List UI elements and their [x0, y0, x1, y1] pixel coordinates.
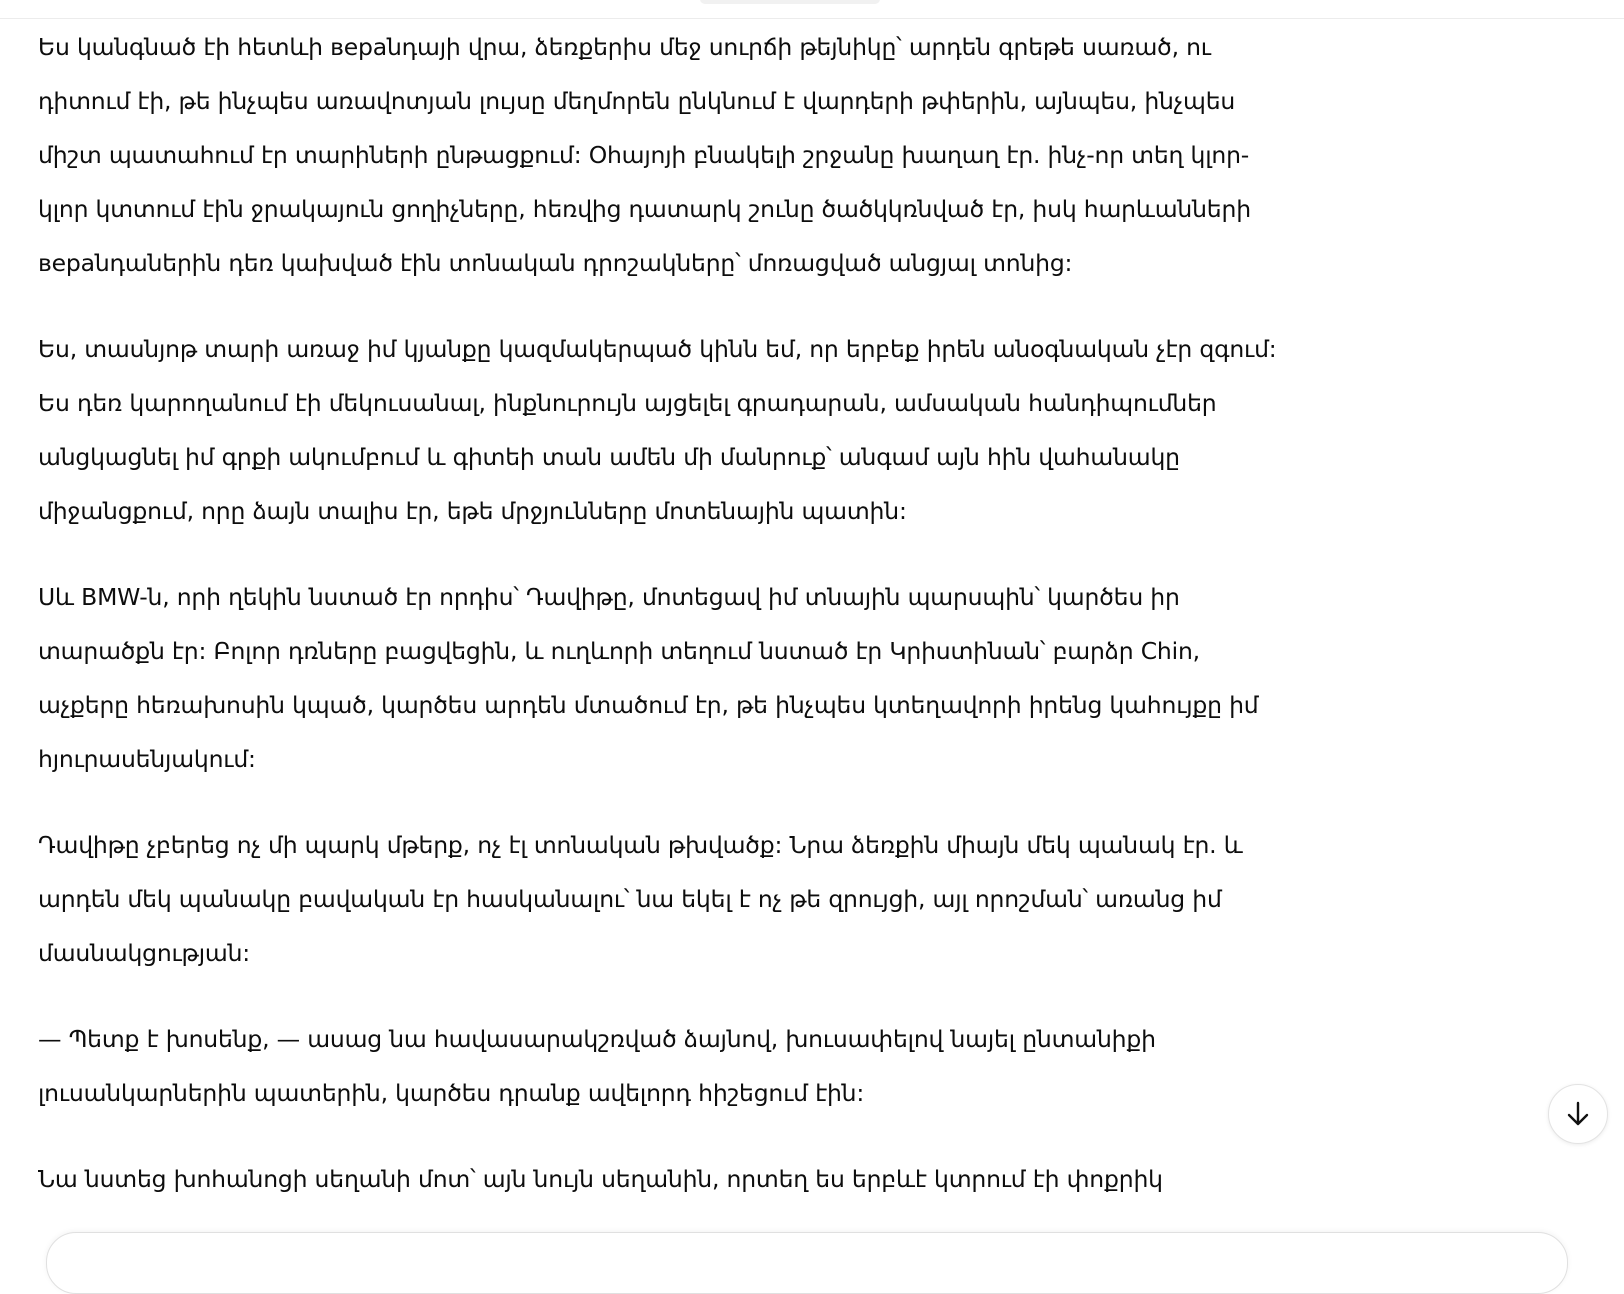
text-line: տարածքն էր: Բոլոր դռները բացվեցին, և ուղևորի տեղում նստած էր Կրիստինան՝ բարձր Chin,	[38, 637, 1200, 665]
text-line: դիտում էի, թե ինչպես առավոտյան լույսը մեղմորեն ընկնում է վարդերի թփերին, այնպես, ինչպես	[38, 87, 1236, 115]
text-line: Ես դեռ կարողանում էի մեկուսանալ, ինքնուրույն այցելել գրադարան, ամսական հանդիպումներ	[38, 389, 1217, 417]
paragraph	[38, 322, 1578, 538]
text-line: միջանցքում, որը ձայն տալիս էր, եթե մրջյունները մոտենային պատին:	[38, 497, 907, 525]
text-line: մասնակցության:	[38, 939, 250, 967]
top-bar	[0, 0, 1624, 19]
message-composer[interactable]	[46, 1232, 1568, 1294]
paragraph	[38, 570, 1578, 786]
text-line: Նա նստեց խոհանոցի սեղանի մոտ՝ այն նույն սեղանին, որտեղ ես երբևէ կտրում էի փոքրիկ	[38, 1165, 1163, 1193]
text-line: Սև BMW-ն, որի ղեկին նստած էր որդիս՝ Դավիթը, մոտեցավ իմ տնային պարսպին՝ կարծես իր	[38, 583, 1180, 611]
paragraph	[38, 20, 1578, 290]
text-line: հյուրասենյակում:	[38, 745, 256, 773]
text-line: Ես կանգնած էի հետևի вераնդայի վրա, ձեռքերիս մեջ սուրճի թեյնիկը՝ արդեն գրեթե սառած, ու	[38, 33, 1211, 61]
text-line: միշտ պատահում էր տարիների ընթացքում: Օհայոյի բնակելի շրջանը խաղաղ էր. ինչ-որ տեղ կլոր-	[38, 141, 1250, 169]
paragraph	[38, 1152, 1578, 1206]
paragraph	[38, 1012, 1578, 1120]
paragraph	[38, 818, 1578, 980]
text-line: անցկացնել իմ գրքի ակումբում և գիտեի տան ամեն մի մանրուք՝ անգամ այն հին վահանակը	[38, 443, 1180, 471]
text-line: կլոր կտտում էին ջրակայուն ցողիչները, հեռվից դատարկ շունը ծածկկռնված էր, իսկ հարևանների	[38, 195, 1251, 223]
scroll-to-bottom-button[interactable]	[1548, 1084, 1608, 1144]
text-line: вераնդաներին դեռ կախված էին տոնական դրոշակները՝ մոռացված անցյալ տոնից:	[38, 249, 1073, 277]
text-line: — Պետք է խոսենք, — ասաց նա հավասարակշռված ձայնով, խուսափելով նայել ընտանիքի	[38, 1025, 1156, 1053]
text-line: աչքերը հեռախոսին կպած, կարծես արդեն մտածում էր, թե ինչպես կտեղավորի իրենց կահույքը իմ	[38, 691, 1259, 719]
text-line: լուսանկարներին պատերին, կարծես դրանք ավելորդ հիշեցում էին:	[38, 1079, 865, 1107]
text-line: արդեն մեկ պանակը բավական էր հասկանալու՝ նա եկել է ոչ թե զրույցի, այլ որոշման՝ առանց իմ	[38, 885, 1222, 913]
text-line: Ես, տասնյոթ տարի առաջ իմ կյանքը կազմակերպած կինն եմ, որ երբեք իրեն անօգնական չէր զգում:	[38, 335, 1277, 363]
arrow-down-icon	[1563, 1099, 1593, 1129]
text-line: Դավիթը չբերեց ոչ մի պարկ մթերք, ոչ էլ տոնական թխվածք: Նրա ձեռքին միայն մեկ պանակ էր. և	[38, 831, 1243, 859]
message-content	[38, 20, 1578, 1238]
top-handle	[700, 0, 880, 4]
